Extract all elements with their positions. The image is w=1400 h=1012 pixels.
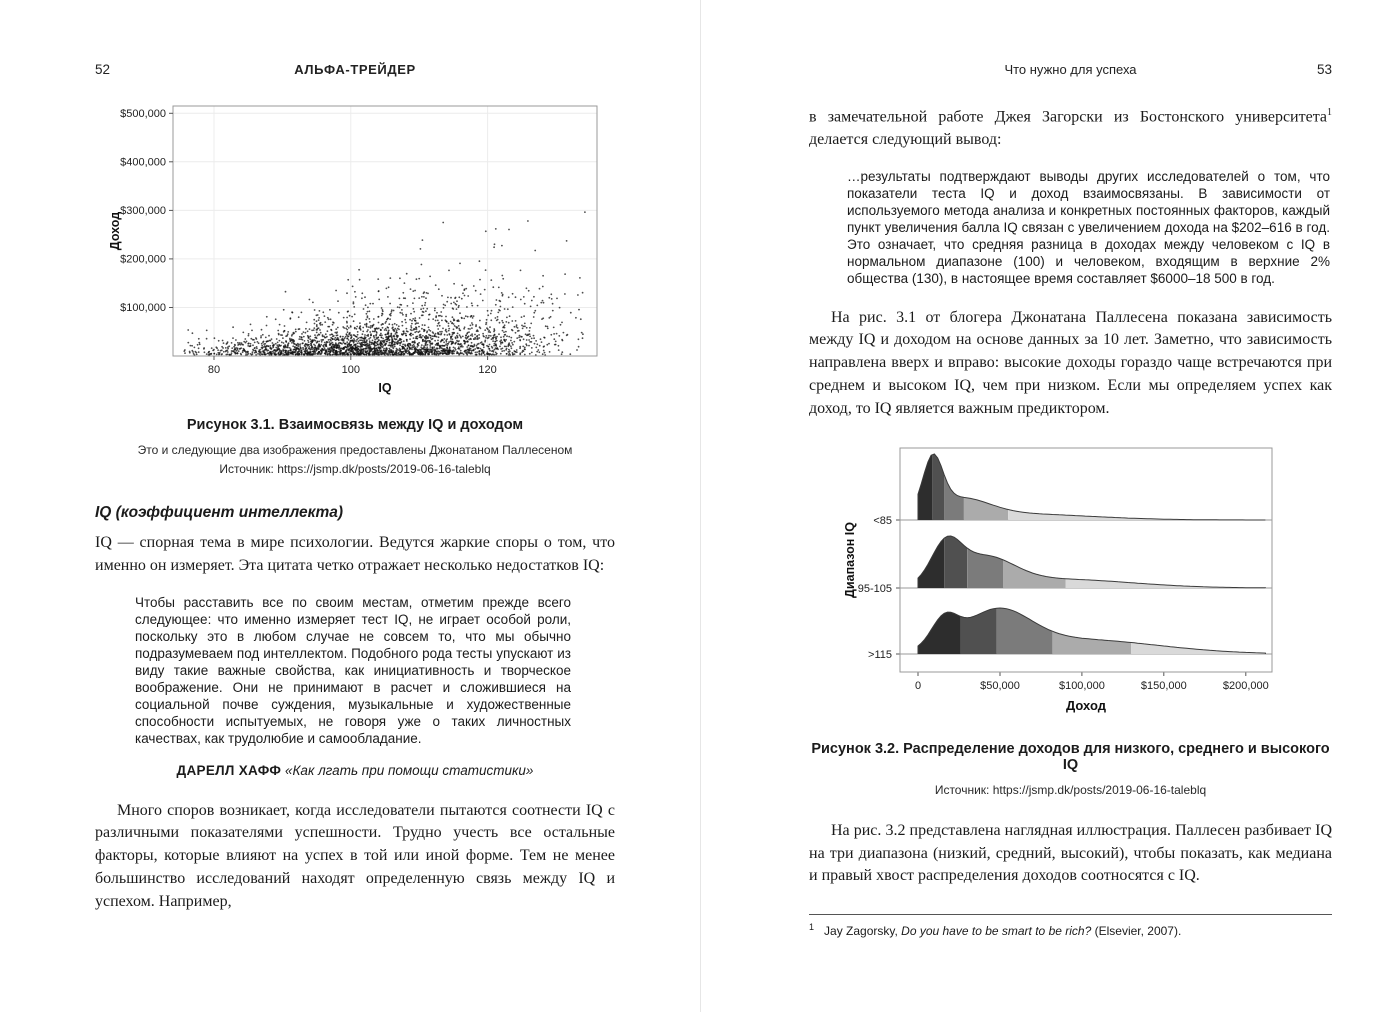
svg-text:$100,000: $100,000 xyxy=(119,302,166,314)
paragraph-zagorsky-tail: делается следующий вывод: xyxy=(809,131,1002,149)
paragraph-zagorsky-text: в замечательной работе Джея Загорски из Бостонского университета xyxy=(809,108,1327,126)
quote-attribution-name: ДАРЕЛЛ ХАФФ xyxy=(176,762,282,778)
figure-3-2-source: Источник: https://jsmp.dk/posts/2019-06-16-taleblq xyxy=(934,783,1207,798)
footnote-reference: 1 xyxy=(1327,107,1332,118)
svg-text:$300,000: $300,000 xyxy=(119,204,166,217)
paragraph-fig31-discussion: На рис. 3.1 от блогера Джонатана Паллесена показана зависимость между IQ и доходом на основе данных за 10 лет. Заметно, что зависимость направлена вверх и вправо: высокие доходы гораздо чаще встречаются при среднем и высоком IQ, чем при низком. Если мы определяем успех как доход, то IQ является важным предиктором. xyxy=(809,308,1332,417)
svg-text:$200,000: $200,000 xyxy=(119,253,166,266)
footnote-marker: 1 xyxy=(809,922,815,933)
footnote-author: Jay Zagorsky, xyxy=(824,924,902,939)
figure-3-1-caption: Рисунок 3.1. Взаимосвязь между IQ и доходом xyxy=(186,417,524,433)
svg-text:80: 80 xyxy=(207,364,220,376)
svg-text:$100,000: $100,000 xyxy=(1058,680,1105,693)
quote-block-huff: Чтобы расставить все по своим местам, отметим прежде всего следующее: что именно измеряет тест IQ, не играет особой роли, поскольку это в любом случае не совсем то, что мы обычно подразумеваем под интеллектом. Подобного рода тесты упускают из виду такие важные свойства, как инициативность и творческое воображение. Они не принимают в расчет и сложившиеся на социальной почве суждения, музыкальные и художественные способности испытуемых, не говоря уже о таких личностных качествах, как трудолюбие и самообладание. xyxy=(135,594,571,746)
svg-text:$400,000: $400,000 xyxy=(119,156,166,169)
paragraph-iq-success: Много споров возникает, когда исследователи пытаются соотнести IQ с различными показателями успешности. Трудно учесть все остальные факторы, которые влияют на успех в той или иной форме. Тем не менее большинство исследований находят определенную связь между IQ и успехом. Например, xyxy=(95,801,615,910)
svg-text:$200,000: $200,000 xyxy=(1222,680,1269,693)
paragraph-fig32-discussion: На рис. 3.2 представлена наглядная иллюстрация. Паллесен разбивает IQ на три диапазона (низкий, средний, высокий), чтобы показать, как медиана и правый хвост распределения доходов соотносятся с IQ. xyxy=(809,821,1332,885)
section-heading-iq: IQ (коэффициент интеллекта) xyxy=(95,504,344,522)
page-number-right: 53 xyxy=(1316,62,1332,77)
left-running-head-row xyxy=(95,62,615,80)
footnote-publisher: (Elsevier, 2007). xyxy=(1091,924,1182,939)
scatter-chart xyxy=(95,96,615,405)
footnote-title: Do you have to be smart to be rich? xyxy=(901,924,1092,939)
svg-text:Диапазон IQ: Диапазон IQ xyxy=(842,522,857,599)
quote-attribution-work: «Как лгать при помощи статистики» xyxy=(284,762,534,778)
footnote-rule xyxy=(809,914,1332,915)
paragraph-zagorsky xyxy=(809,106,1332,152)
page-number-left: 52 xyxy=(95,62,111,77)
svg-text:IQ: IQ xyxy=(377,381,392,395)
figure-3-1-credit xyxy=(95,441,615,478)
svg-text:$150,000: $150,000 xyxy=(1140,680,1187,693)
svg-text:Доход: Доход xyxy=(107,211,122,251)
svg-text:120: 120 xyxy=(477,364,497,376)
running-head-left: АЛЬФА-ТРЕЙДЕР xyxy=(294,62,416,77)
right-running-head-row xyxy=(809,62,1332,80)
figure-3-1 xyxy=(95,96,615,478)
figure-credit-line: Это и следующие два изображения предоставлены Джонатаном Паллесеном xyxy=(137,443,573,457)
running-head-right: Что нужно для успеха xyxy=(1004,62,1137,77)
svg-text:95-105: 95-105 xyxy=(857,583,892,596)
svg-text:Доход: Доход xyxy=(1065,698,1106,714)
quote-attribution xyxy=(95,763,615,778)
svg-text:>115: >115 xyxy=(867,649,892,662)
quote-block-zagorsky: …результаты подтверждают выводы других исследователей о том, что показатели теста IQ и доход взаимосвязаны. В зависимости от используемого метода анализа и конкретных постоянных факторов, каждый пункт увеличения балла IQ связан с увеличением дохода на $202–616 в год. Это означает, что средняя разница в доходах между человеком с IQ в нормальном диапазоне (100) и человеком, входящим в верхние 2% общества (130), в настоящее время составляет $6000–18 500 в год. xyxy=(847,168,1330,286)
footnote xyxy=(809,921,1332,940)
svg-text:<85: <85 xyxy=(872,515,892,528)
ridgeline-chart xyxy=(809,440,1332,729)
svg-text:$50,000: $50,000 xyxy=(979,680,1020,693)
figure-3-2 xyxy=(809,440,1332,800)
right-page xyxy=(700,0,1400,1012)
figure-source-line: Источник: https://jsmp.dk/posts/2019-06-16-taleblq xyxy=(219,461,491,476)
paragraph-iq-intro: IQ — спорная тема в мире психологии. Ведутся жаркие споры о том, что именно он измеряет. Эта цитата четко отражает несколько недостатков IQ: xyxy=(95,534,615,574)
svg-text:$500,000: $500,000 xyxy=(119,107,166,120)
svg-text:0: 0 xyxy=(914,680,921,693)
figure-3-2-caption: Рисунок 3.2. Распределение доходов для низкого, среднего и высокого IQ xyxy=(811,741,1330,774)
svg-text:100: 100 xyxy=(341,364,360,376)
footnote-block xyxy=(809,914,1332,940)
